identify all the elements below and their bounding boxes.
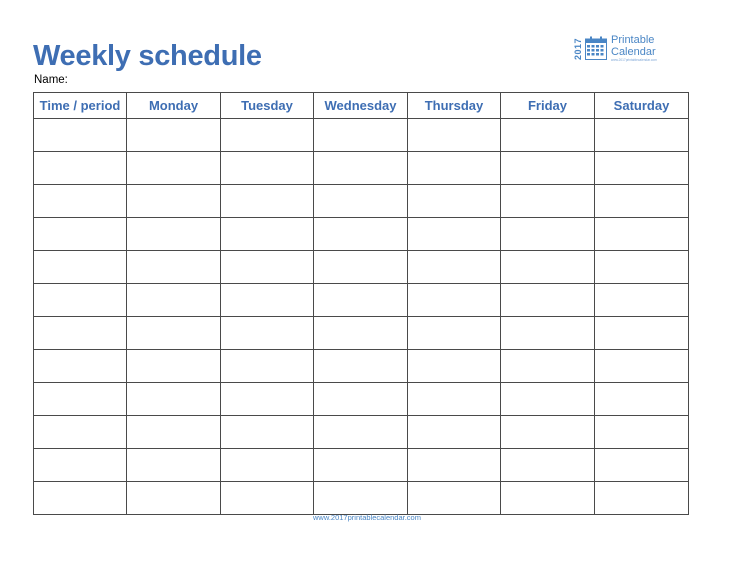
schedule-cell[interactable] xyxy=(221,317,314,350)
schedule-cell[interactable] xyxy=(501,317,595,350)
schedule-cell[interactable] xyxy=(34,383,127,416)
schedule-cell[interactable] xyxy=(501,449,595,482)
schedule-cell[interactable] xyxy=(408,284,501,317)
schedule-cell[interactable] xyxy=(34,317,127,350)
schedule-cell[interactable] xyxy=(408,383,501,416)
schedule-cell[interactable] xyxy=(595,383,689,416)
schedule-cell[interactable] xyxy=(34,119,127,152)
schedule-cell[interactable] xyxy=(34,152,127,185)
schedule-cell[interactable] xyxy=(127,383,221,416)
schedule-cell[interactable] xyxy=(34,449,127,482)
schedule-cell[interactable] xyxy=(34,251,127,284)
schedule-cell[interactable] xyxy=(501,152,595,185)
schedule-cell[interactable] xyxy=(127,185,221,218)
schedule-cell[interactable] xyxy=(595,119,689,152)
schedule-cell[interactable] xyxy=(221,218,314,251)
schedule-cell[interactable] xyxy=(221,449,314,482)
schedule-cell[interactable] xyxy=(314,350,408,383)
schedule-cell[interactable] xyxy=(221,284,314,317)
schedule-cell[interactable] xyxy=(501,119,595,152)
schedule-cell[interactable] xyxy=(595,482,689,515)
schedule-cell[interactable] xyxy=(127,284,221,317)
schedule-cell[interactable] xyxy=(34,416,127,449)
schedule-cell[interactable] xyxy=(221,350,314,383)
schedule-cell[interactable] xyxy=(408,152,501,185)
schedule-cell[interactable] xyxy=(34,218,127,251)
logo-tagline: www.2017printablecalendar.com xyxy=(611,58,657,62)
table-row xyxy=(34,383,689,416)
schedule-cell[interactable] xyxy=(127,119,221,152)
schedule-table xyxy=(33,92,689,515)
logo-line2: Calendar xyxy=(611,46,656,58)
schedule-cell[interactable] xyxy=(221,251,314,284)
schedule-cell[interactable] xyxy=(595,152,689,185)
header-saturday: Saturday xyxy=(595,93,689,119)
schedule-cell[interactable] xyxy=(127,416,221,449)
table-row xyxy=(34,185,689,218)
schedule-cell[interactable] xyxy=(127,251,221,284)
schedule-cell[interactable] xyxy=(314,317,408,350)
schedule-cell[interactable] xyxy=(127,218,221,251)
schedule-cell[interactable] xyxy=(408,317,501,350)
schedule-cell[interactable] xyxy=(221,119,314,152)
schedule-cell[interactable] xyxy=(34,284,127,317)
schedule-cell[interactable] xyxy=(501,185,595,218)
schedule-cell[interactable] xyxy=(127,152,221,185)
header-row xyxy=(34,93,689,119)
table-row xyxy=(34,119,689,152)
schedule-cell[interactable] xyxy=(221,482,314,515)
table-row xyxy=(34,416,689,449)
schedule-cell[interactable] xyxy=(314,185,408,218)
header-wednesday: Wednesday xyxy=(314,93,408,119)
schedule-cell[interactable] xyxy=(595,350,689,383)
schedule-cell[interactable] xyxy=(408,185,501,218)
schedule-cell[interactable] xyxy=(34,482,127,515)
schedule-cell[interactable] xyxy=(501,350,595,383)
table-row xyxy=(34,251,689,284)
schedule-cell[interactable] xyxy=(501,284,595,317)
schedule-cell[interactable] xyxy=(595,251,689,284)
table-row xyxy=(34,152,689,185)
schedule-cell[interactable] xyxy=(501,251,595,284)
schedule-cell[interactable] xyxy=(595,317,689,350)
header-thursday: Thursday xyxy=(408,93,501,119)
header-monday: Monday xyxy=(127,93,221,119)
schedule-cell[interactable] xyxy=(501,416,595,449)
schedule-cell[interactable] xyxy=(595,218,689,251)
schedule-cell[interactable] xyxy=(34,185,127,218)
table-row xyxy=(34,218,689,251)
schedule-cell[interactable] xyxy=(501,482,595,515)
table-row xyxy=(34,449,689,482)
schedule-cell[interactable] xyxy=(595,284,689,317)
table-row xyxy=(34,284,689,317)
name-label: Name: xyxy=(34,74,68,86)
page-title: Weekly schedule xyxy=(33,40,262,72)
schedule-cell[interactable] xyxy=(314,284,408,317)
calendar-grid-icon xyxy=(585,36,607,60)
footer-url: www.2017printablecalendar.com xyxy=(313,513,421,522)
schedule-cell[interactable] xyxy=(408,416,501,449)
schedule-cell[interactable] xyxy=(408,482,501,515)
schedule-cell[interactable] xyxy=(314,383,408,416)
schedule-cell[interactable] xyxy=(595,449,689,482)
schedule-body xyxy=(34,119,689,515)
schedule-cell[interactable] xyxy=(221,383,314,416)
schedule-cell[interactable] xyxy=(314,152,408,185)
schedule-cell[interactable] xyxy=(595,185,689,218)
table-row xyxy=(34,482,689,515)
table-row xyxy=(34,350,689,383)
schedule-cell[interactable] xyxy=(408,218,501,251)
schedule-cell[interactable] xyxy=(127,482,221,515)
schedule-cell[interactable] xyxy=(314,251,408,284)
brand-logo xyxy=(572,34,668,64)
header-friday: Friday xyxy=(501,93,595,119)
schedule-cell[interactable] xyxy=(408,449,501,482)
schedule-cell[interactable] xyxy=(314,416,408,449)
schedule-cell[interactable] xyxy=(127,317,221,350)
schedule-cell[interactable] xyxy=(221,152,314,185)
schedule-cell[interactable] xyxy=(314,482,408,515)
header-time-period: Time / period xyxy=(34,93,127,119)
schedule-cell[interactable] xyxy=(127,449,221,482)
schedule-cell[interactable] xyxy=(408,251,501,284)
logo-year: 2017 xyxy=(573,37,583,61)
schedule-cell[interactable] xyxy=(221,416,314,449)
schedule-cell[interactable] xyxy=(501,383,595,416)
schedule-cell[interactable] xyxy=(127,350,221,383)
schedule-cell[interactable] xyxy=(408,119,501,152)
schedule-cell[interactable] xyxy=(314,449,408,482)
schedule-cell[interactable] xyxy=(408,350,501,383)
schedule-cell[interactable] xyxy=(34,350,127,383)
schedule-cell[interactable] xyxy=(314,218,408,251)
header-tuesday: Tuesday xyxy=(221,93,314,119)
table-row xyxy=(34,317,689,350)
schedule-cell[interactable] xyxy=(595,416,689,449)
logo-text xyxy=(611,34,657,63)
schedule-cell[interactable] xyxy=(501,218,595,251)
schedule-cell[interactable] xyxy=(221,185,314,218)
schedule-cell[interactable] xyxy=(314,119,408,152)
logo-line1: Printable xyxy=(611,34,655,46)
